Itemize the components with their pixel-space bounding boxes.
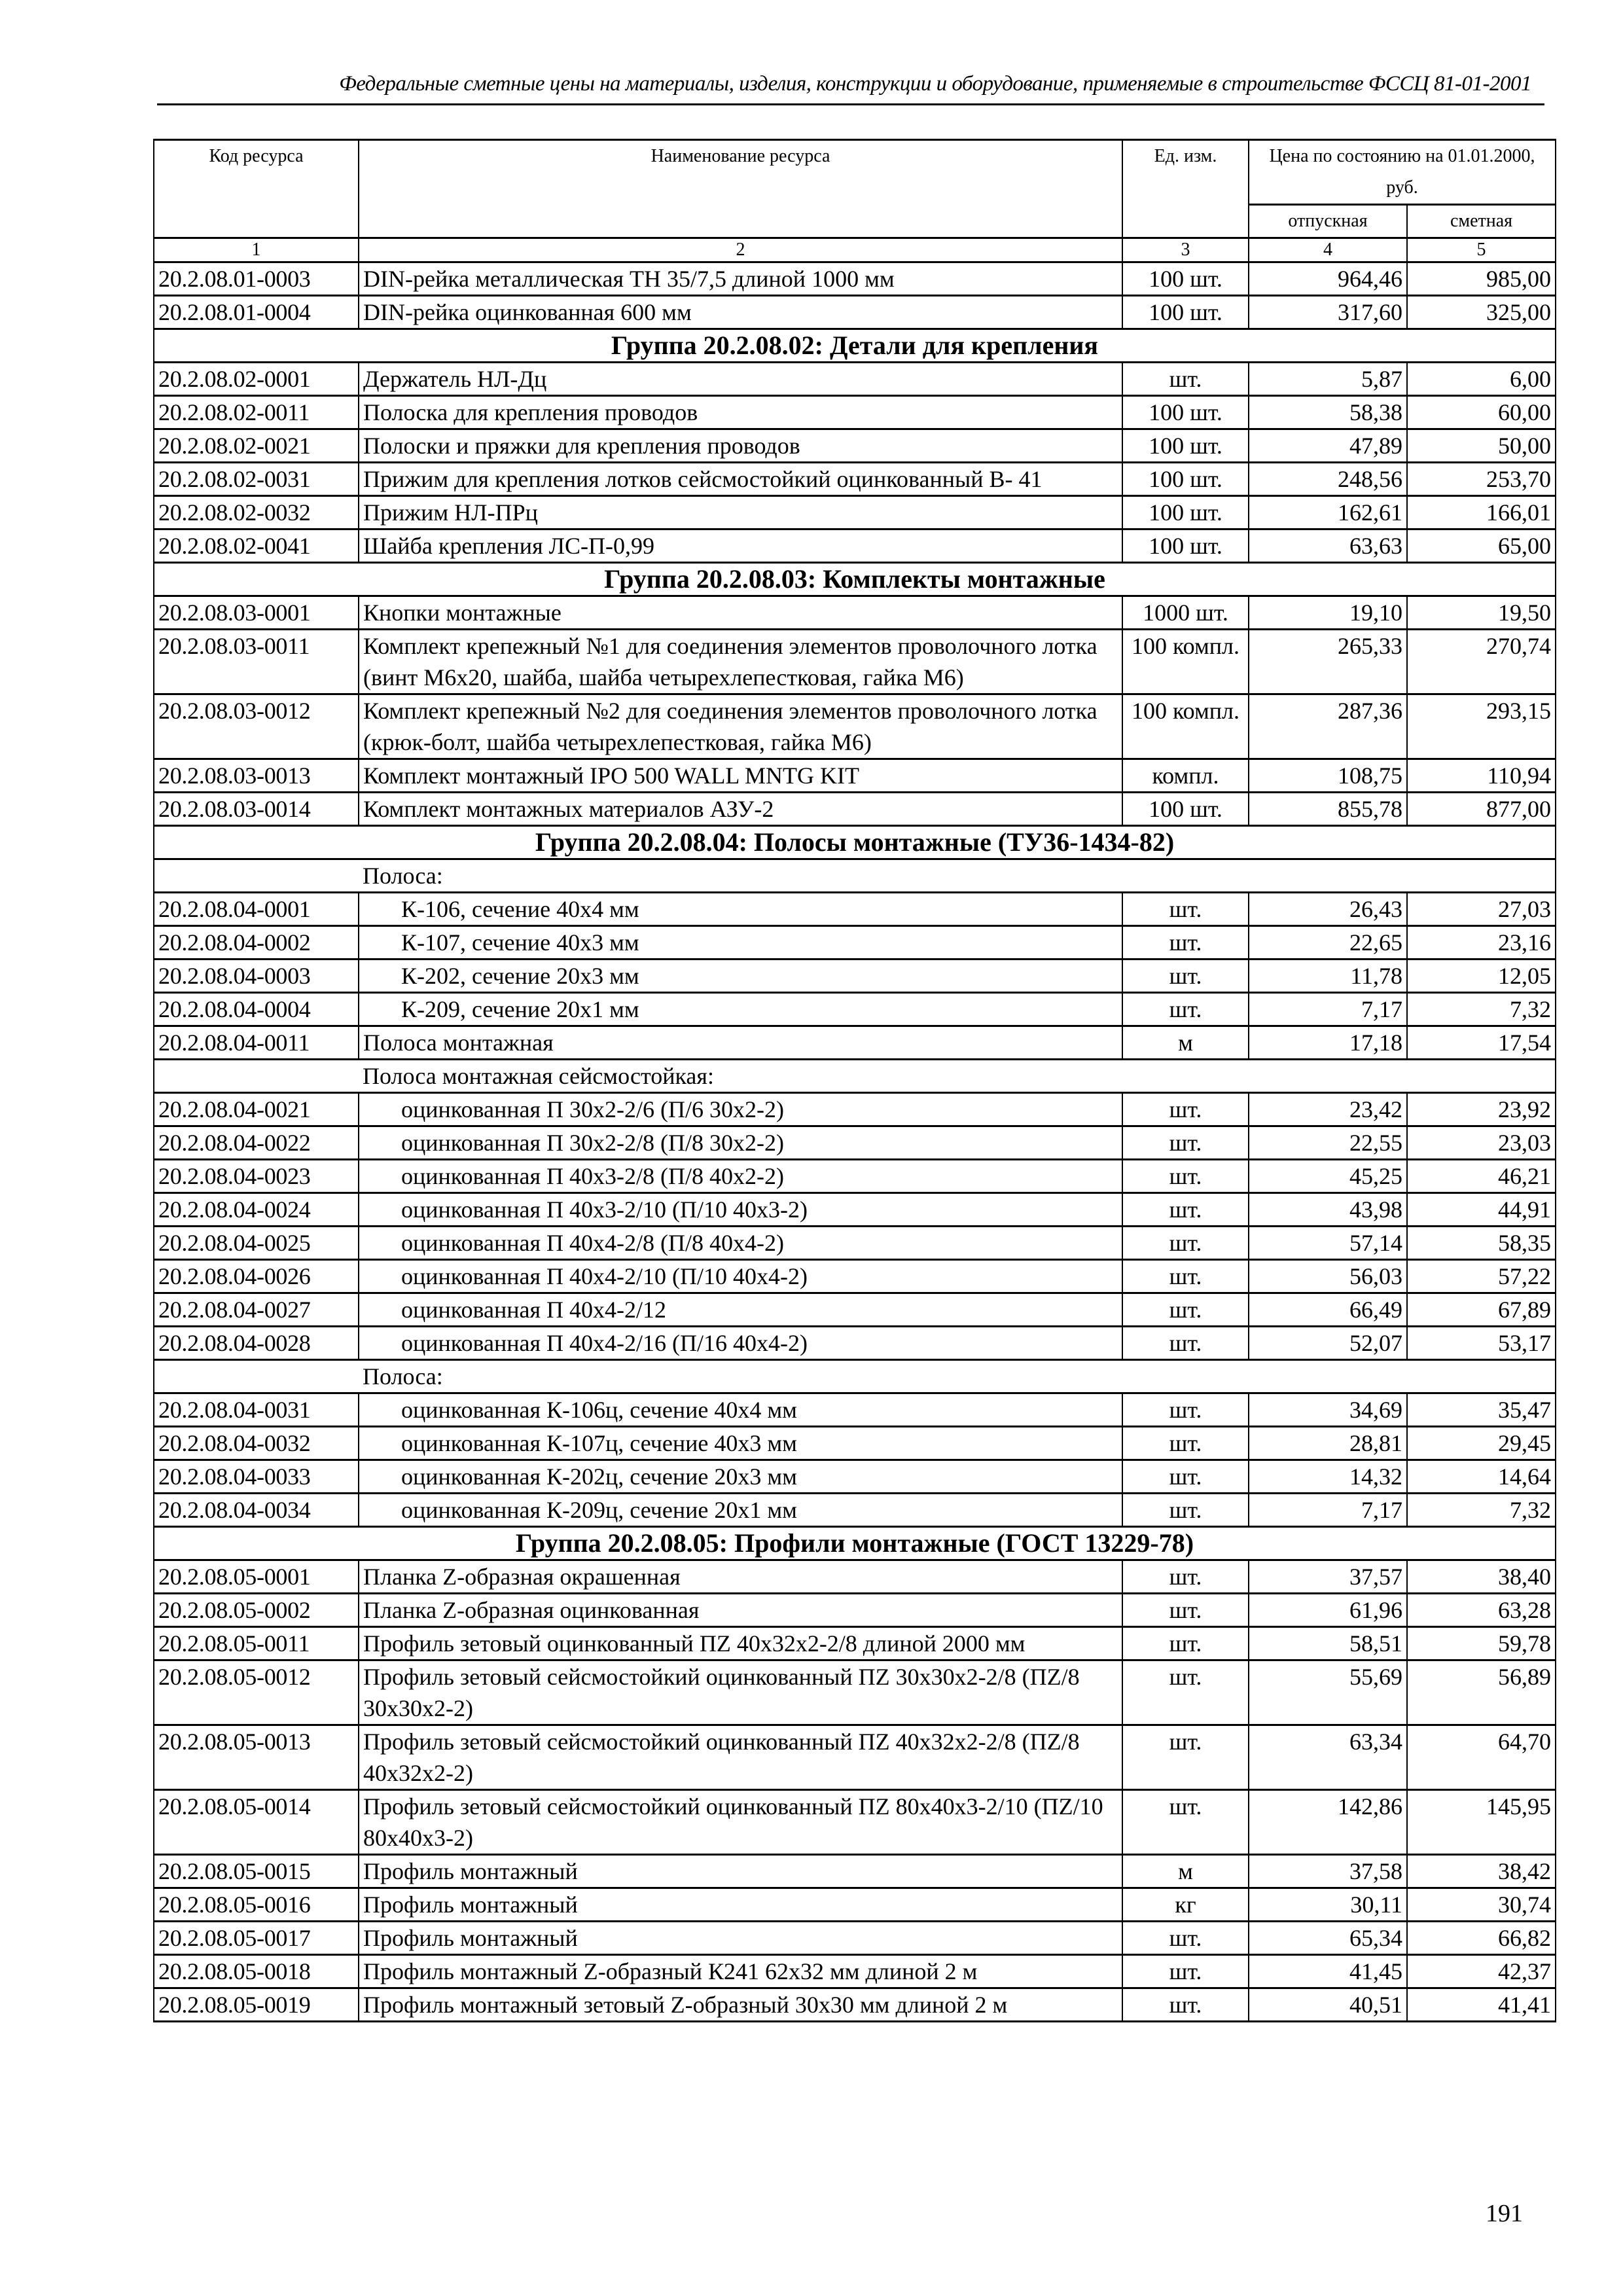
unit-of-measure: 100 шт. — [1122, 529, 1249, 563]
estimate-price: 63,28 — [1407, 1594, 1556, 1627]
release-price: 5,87 — [1249, 363, 1407, 396]
estimate-price: 29,45 — [1407, 1427, 1556, 1460]
unit-of-measure: 100 шт. — [1122, 262, 1249, 296]
estimate-price: 41,41 — [1407, 1988, 1556, 2022]
resource-code: 20.2.08.04-0032 — [154, 1427, 359, 1460]
release-price: 65,34 — [1249, 1922, 1407, 1955]
resource-name: оцинкованная П 40х3-2/8 (П/8 40х2-2) — [359, 1160, 1122, 1193]
release-price: 56,03 — [1249, 1260, 1407, 1293]
estimate-price: 65,00 — [1407, 529, 1556, 563]
resource-code: 20.2.08.04-0002 — [154, 926, 359, 960]
table-row — [154, 1888, 1556, 1922]
resource-name: Комплект монтажный IPO 500 WALL MNTG KIT — [359, 759, 1122, 793]
release-price: 142,86 — [1249, 1790, 1407, 1855]
resource-name: оцинкованная К-107ц, сечение 40х3 мм — [359, 1427, 1122, 1460]
estimate-price: 30,74 — [1407, 1888, 1556, 1922]
unit-of-measure: шт. — [1122, 1627, 1249, 1660]
table-row — [154, 893, 1556, 926]
release-price: 58,51 — [1249, 1627, 1407, 1660]
unit-of-measure: 1000 шт. — [1122, 596, 1249, 630]
release-price: 41,45 — [1249, 1955, 1407, 1988]
resource-name: Профиль монтажный — [359, 1855, 1122, 1888]
resource-code: 20.2.08.04-0024 — [154, 1193, 359, 1227]
release-price: 14,32 — [1249, 1460, 1407, 1494]
estimate-price: 64,70 — [1407, 1725, 1556, 1790]
table-row — [154, 1193, 1556, 1227]
header-price-release: отпускная — [1249, 205, 1407, 238]
resource-code: 20.2.08.03-0014 — [154, 793, 359, 826]
table-row — [154, 496, 1556, 529]
release-price: 22,55 — [1249, 1126, 1407, 1160]
table-row — [154, 463, 1556, 496]
unit-of-measure: шт. — [1122, 1193, 1249, 1227]
group-title: Группа 20.2.08.05: Профили монтажные (ГОСТ 13229-78) — [154, 1527, 1556, 1560]
resource-name: Профиль зетовый оцинкованный ПZ 40х32х2-2/8 длиной 2000 мм — [359, 1627, 1122, 1660]
resource-code: 20.2.08.04-0025 — [154, 1227, 359, 1260]
release-price: 47,89 — [1249, 429, 1407, 463]
subheading-row — [154, 1060, 1556, 1093]
page-number: 191 — [1486, 2200, 1523, 2227]
estimate-price: 27,03 — [1407, 893, 1556, 926]
resource-name: Планка Z-образная оцинкованная — [359, 1594, 1122, 1627]
resource-code: 20.2.08.01-0004 — [154, 296, 359, 329]
resource-name: оцинкованная К-106ц, сечение 40х4 мм — [359, 1393, 1122, 1427]
estimate-price: 44,91 — [1407, 1193, 1556, 1227]
resource-code: 20.2.08.03-0011 — [154, 630, 359, 694]
estimate-price: 58,35 — [1407, 1227, 1556, 1260]
resource-code: 20.2.08.04-0021 — [154, 1093, 359, 1126]
table-row — [154, 1160, 1556, 1193]
resource-name: оцинкованная П 30х2-2/6 (П/6 30х2-2) — [359, 1093, 1122, 1126]
release-price: 19,10 — [1249, 596, 1407, 630]
resource-code: 20.2.08.02-0011 — [154, 396, 359, 429]
unit-of-measure: 100 компл. — [1122, 630, 1249, 694]
estimate-price: 38,42 — [1407, 1855, 1556, 1888]
resource-code: 20.2.08.02-0021 — [154, 429, 359, 463]
unit-of-measure: шт. — [1122, 993, 1249, 1026]
release-price: 17,18 — [1249, 1026, 1407, 1060]
table-row — [154, 793, 1556, 826]
resource-code: 20.2.08.05-0017 — [154, 1922, 359, 1955]
resource-code: 20.2.08.04-0034 — [154, 1494, 359, 1527]
header-code: Код ресурса — [154, 140, 359, 238]
resource-name: оцинкованная П 40х4-2/8 (П/8 40х4-2) — [359, 1227, 1122, 1260]
table-row — [154, 630, 1556, 694]
resource-code: 20.2.08.05-0015 — [154, 1855, 359, 1888]
unit-of-measure: шт. — [1122, 363, 1249, 396]
release-price: 34,69 — [1249, 1393, 1407, 1427]
estimate-price: 57,22 — [1407, 1260, 1556, 1293]
table-row — [154, 926, 1556, 960]
subheading-title: Полоса монтажная сейсмостойкая: — [359, 1060, 1556, 1093]
resource-name: К-202, сечение 20х3 мм — [359, 960, 1122, 993]
unit-of-measure: шт. — [1122, 1293, 1249, 1327]
header-name: Наименование ресурса — [359, 140, 1122, 238]
resource-name: оцинкованная П 40х4-2/10 (П/10 40х4-2) — [359, 1260, 1122, 1293]
estimate-price: 253,70 — [1407, 463, 1556, 496]
release-price: 7,17 — [1249, 993, 1407, 1026]
estimate-price: 17,54 — [1407, 1026, 1556, 1060]
unit-of-measure: 100 шт. — [1122, 296, 1249, 329]
resource-name: оцинкованная П 40х4-2/16 (П/16 40х4-2) — [359, 1327, 1122, 1360]
unit-of-measure: шт. — [1122, 893, 1249, 926]
unit-of-measure: шт. — [1122, 1227, 1249, 1260]
unit-of-measure: 100 шт. — [1122, 793, 1249, 826]
unit-of-measure: кг — [1122, 1888, 1249, 1922]
unit-of-measure: шт. — [1122, 1327, 1249, 1360]
release-price: 23,42 — [1249, 1093, 1407, 1126]
resource-name: Профиль зетовый сейсмостойкий оцинкованный ПZ 40х32х2-2/8 (ПZ/8 40х32х2-2) — [359, 1725, 1122, 1790]
table-row — [154, 1293, 1556, 1327]
table-row — [154, 1327, 1556, 1360]
table-row — [154, 363, 1556, 396]
column-number: 1 — [154, 238, 359, 262]
resource-name: Комплект монтажных материалов АЗУ-2 — [359, 793, 1122, 826]
resource-name: Полоска для крепления проводов — [359, 396, 1122, 429]
release-price: 30,11 — [1249, 1888, 1407, 1922]
release-price: 265,33 — [1249, 630, 1407, 694]
unit-of-measure: шт. — [1122, 1460, 1249, 1494]
release-price: 66,49 — [1249, 1293, 1407, 1327]
column-number: 2 — [359, 238, 1122, 262]
release-price: 37,58 — [1249, 1855, 1407, 1888]
release-price: 964,46 — [1249, 262, 1407, 296]
unit-of-measure: 100 шт. — [1122, 396, 1249, 429]
unit-of-measure: шт. — [1122, 926, 1249, 960]
resource-code: 20.2.08.04-0023 — [154, 1160, 359, 1193]
unit-of-measure: м — [1122, 1855, 1249, 1888]
resource-code: 20.2.08.05-0016 — [154, 1888, 359, 1922]
resource-name: Профиль зетовый сейсмостойкий оцинкованный ПZ 30х30х2-2/8 (ПZ/8 30х30х2-2) — [359, 1660, 1122, 1725]
table-row — [154, 1393, 1556, 1427]
resource-code: 20.2.08.05-0002 — [154, 1594, 359, 1627]
release-price: 37,57 — [1249, 1560, 1407, 1594]
release-price: 162,61 — [1249, 496, 1407, 529]
unit-of-measure: шт. — [1122, 1725, 1249, 1790]
resource-code: 20.2.08.04-0001 — [154, 893, 359, 926]
table-row — [154, 960, 1556, 993]
column-number: 3 — [1122, 238, 1249, 262]
estimate-price: 46,21 — [1407, 1160, 1556, 1193]
running-header: Федеральные сметные цены на материалы, изделия, конструкции и оборудование, применяемые в строительстве ФССЦ 81-01-2001 — [339, 72, 1531, 96]
subheading-title: Полоса: — [359, 1360, 1556, 1393]
resource-code: 20.2.08.04-0004 — [154, 993, 359, 1026]
estimate-price: 145,95 — [1407, 1790, 1556, 1855]
estimate-price: 12,05 — [1407, 960, 1556, 993]
resource-code: 20.2.08.04-0011 — [154, 1026, 359, 1060]
resource-name: оцинкованная П 40х4-2/12 — [359, 1293, 1122, 1327]
resource-code: 20.2.08.05-0001 — [154, 1560, 359, 1594]
table-row — [154, 1725, 1556, 1790]
release-price: 317,60 — [1249, 296, 1407, 329]
release-price: 57,14 — [1249, 1227, 1407, 1260]
unit-of-measure: 100 шт. — [1122, 429, 1249, 463]
column-number: 4 — [1249, 238, 1407, 262]
estimate-price: 42,37 — [1407, 1955, 1556, 1988]
release-price: 45,25 — [1249, 1160, 1407, 1193]
resource-name: Комплект крепежный №2 для соединения элементов проволочного лотка (крюк-болт, шайба четырехлепестковая, гайка М6) — [359, 694, 1122, 759]
release-price: 40,51 — [1249, 1988, 1407, 2022]
table-row — [154, 759, 1556, 793]
release-price: 28,81 — [1249, 1427, 1407, 1460]
release-price: 855,78 — [1249, 793, 1407, 826]
release-price: 22,65 — [1249, 926, 1407, 960]
unit-of-measure: 100 компл. — [1122, 694, 1249, 759]
resource-name: DIN-рейка оцинкованная 600 мм — [359, 296, 1122, 329]
unit-of-measure: компл. — [1122, 759, 1249, 793]
estimate-price: 325,00 — [1407, 296, 1556, 329]
resource-code: 20.2.08.05-0018 — [154, 1955, 359, 1988]
group-header-row — [154, 329, 1556, 363]
release-price: 248,56 — [1249, 463, 1407, 496]
subheading-title: Полоса: — [359, 859, 1556, 893]
resource-code: 20.2.08.03-0013 — [154, 759, 359, 793]
estimate-price: 270,74 — [1407, 630, 1556, 694]
resource-name: Кнопки монтажные — [359, 596, 1122, 630]
table-row — [154, 1260, 1556, 1293]
release-price: 61,96 — [1249, 1594, 1407, 1627]
resource-code: 20.2.08.02-0031 — [154, 463, 359, 496]
table-row — [154, 694, 1556, 759]
table-row — [154, 1227, 1556, 1260]
table-row — [154, 529, 1556, 563]
release-price: 63,63 — [1249, 529, 1407, 563]
table-row — [154, 1955, 1556, 1988]
resource-name: К-106, сечение 40х4 мм — [359, 893, 1122, 926]
unit-of-measure: шт. — [1122, 1427, 1249, 1460]
table-row — [154, 1594, 1556, 1627]
release-price: 287,36 — [1249, 694, 1407, 759]
header-rule — [157, 103, 1544, 105]
resource-code: 20.2.08.04-0026 — [154, 1260, 359, 1293]
empty-cell — [154, 1360, 359, 1393]
release-price: 63,34 — [1249, 1725, 1407, 1790]
resource-code: 20.2.08.05-0019 — [154, 1988, 359, 2022]
table-row — [154, 1922, 1556, 1955]
table-row — [154, 1494, 1556, 1527]
estimate-price: 66,82 — [1407, 1922, 1556, 1955]
resource-name: Шайба крепления ЛС-П-0,99 — [359, 529, 1122, 563]
unit-of-measure: м — [1122, 1026, 1249, 1060]
resource-code: 20.2.08.04-0033 — [154, 1460, 359, 1494]
unit-of-measure: шт. — [1122, 1660, 1249, 1725]
estimate-price: 7,32 — [1407, 993, 1556, 1026]
release-price: 108,75 — [1249, 759, 1407, 793]
unit-of-measure: 100 шт. — [1122, 496, 1249, 529]
resource-code: 20.2.08.02-0032 — [154, 496, 359, 529]
empty-cell — [154, 1060, 359, 1093]
estimate-price: 38,40 — [1407, 1560, 1556, 1594]
resource-name: оцинкованная П 40х3-2/10 (П/10 40х3-2) — [359, 1193, 1122, 1227]
estimate-price: 50,00 — [1407, 429, 1556, 463]
estimate-price: 35,47 — [1407, 1393, 1556, 1427]
estimate-price: 166,01 — [1407, 496, 1556, 529]
group-title: Группа 20.2.08.02: Детали для крепления — [154, 329, 1556, 363]
group-header-row — [154, 1527, 1556, 1560]
table-row — [154, 1427, 1556, 1460]
release-price: 11,78 — [1249, 960, 1407, 993]
resource-code: 20.2.08.05-0014 — [154, 1790, 359, 1855]
unit-of-measure: шт. — [1122, 1922, 1249, 1955]
table-row — [154, 262, 1556, 296]
resource-code: 20.2.08.02-0041 — [154, 529, 359, 563]
table-body — [154, 262, 1556, 2022]
table-row — [154, 1126, 1556, 1160]
estimate-price: 985,00 — [1407, 262, 1556, 296]
estimate-price: 6,00 — [1407, 363, 1556, 396]
table-row — [154, 1560, 1556, 1594]
group-header-row — [154, 563, 1556, 596]
resource-name: Прижим НЛ-ПРц — [359, 496, 1122, 529]
table-row — [154, 396, 1556, 429]
subheading-row — [154, 1360, 1556, 1393]
resource-code: 20.2.08.05-0012 — [154, 1660, 359, 1725]
unit-of-measure: 100 шт. — [1122, 463, 1249, 496]
resource-code: 20.2.08.04-0003 — [154, 960, 359, 993]
table-row — [154, 1660, 1556, 1725]
group-title: Группа 20.2.08.04: Полосы монтажные (ТУ36-1434-82) — [154, 826, 1556, 859]
table-row — [154, 993, 1556, 1026]
resource-name: Профиль зетовый сейсмостойкий оцинкованный ПZ 80х40х3-2/10 (ПZ/10 80х40х3-2) — [359, 1790, 1122, 1855]
resource-name: оцинкованная П 30х2-2/8 (П/8 30х2-2) — [359, 1126, 1122, 1160]
estimate-price: 877,00 — [1407, 793, 1556, 826]
unit-of-measure: шт. — [1122, 1093, 1249, 1126]
resource-name: К-107, сечение 40х3 мм — [359, 926, 1122, 960]
release-price: 58,38 — [1249, 396, 1407, 429]
unit-of-measure: шт. — [1122, 1494, 1249, 1527]
estimate-price: 59,78 — [1407, 1627, 1556, 1660]
table-row — [154, 1093, 1556, 1126]
resource-name: Профиль монтажный — [359, 1922, 1122, 1955]
resource-code: 20.2.08.04-0028 — [154, 1327, 359, 1360]
estimate-price: 23,16 — [1407, 926, 1556, 960]
price-table — [153, 139, 1556, 2022]
release-price: 52,07 — [1249, 1327, 1407, 1360]
resource-code: 20.2.08.01-0003 — [154, 262, 359, 296]
table-row — [154, 1988, 1556, 2022]
release-price: 7,17 — [1249, 1494, 1407, 1527]
resource-code: 20.2.08.05-0011 — [154, 1627, 359, 1660]
resource-name: К-209, сечение 20х1 мм — [359, 993, 1122, 1026]
resource-name: Профиль монтажный зетовый Z-образный 30х30 мм длиной 2 м — [359, 1988, 1122, 2022]
table-row — [154, 1855, 1556, 1888]
estimate-price: 7,32 — [1407, 1494, 1556, 1527]
empty-cell — [154, 859, 359, 893]
resource-name: Полоса монтажная — [359, 1026, 1122, 1060]
resource-code: 20.2.08.03-0001 — [154, 596, 359, 630]
group-header-row — [154, 826, 1556, 859]
resource-name: оцинкованная К-202ц, сечение 20х3 мм — [359, 1460, 1122, 1494]
resource-code: 20.2.08.04-0022 — [154, 1126, 359, 1160]
header-price-group: Цена по состоянию на 01.01.2000, руб. — [1249, 140, 1556, 205]
table-row — [154, 1026, 1556, 1060]
resource-name: Полоски и пряжки для крепления проводов — [359, 429, 1122, 463]
resource-code: 20.2.08.04-0027 — [154, 1293, 359, 1327]
estimate-price: 23,03 — [1407, 1126, 1556, 1160]
resource-code: 20.2.08.04-0031 — [154, 1393, 359, 1427]
unit-of-measure: шт. — [1122, 1260, 1249, 1293]
resource-name: Держатель НЛ-Дц — [359, 363, 1122, 396]
resource-code: 20.2.08.03-0012 — [154, 694, 359, 759]
estimate-price: 23,92 — [1407, 1093, 1556, 1126]
estimate-price: 56,89 — [1407, 1660, 1556, 1725]
estimate-price: 19,50 — [1407, 596, 1556, 630]
resource-name: Профиль монтажный — [359, 1888, 1122, 1922]
unit-of-measure: шт. — [1122, 1160, 1249, 1193]
unit-of-measure: шт. — [1122, 1955, 1249, 1988]
resource-code: 20.2.08.02-0001 — [154, 363, 359, 396]
resource-code: 20.2.08.05-0013 — [154, 1725, 359, 1790]
header-price-estimate: сметная — [1407, 205, 1556, 238]
resource-name: Прижим для крепления лотков сейсмостойкий оцинкованный В- 41 — [359, 463, 1122, 496]
resource-name: DIN-рейка металлическая ТН 35/7,5 длиной 1000 мм — [359, 262, 1122, 296]
unit-of-measure: шт. — [1122, 1393, 1249, 1427]
unit-of-measure: шт. — [1122, 1560, 1249, 1594]
table-row — [154, 1790, 1556, 1855]
estimate-price: 14,64 — [1407, 1460, 1556, 1494]
resource-name: оцинкованная К-209ц, сечение 20х1 мм — [359, 1494, 1122, 1527]
release-price: 43,98 — [1249, 1193, 1407, 1227]
unit-of-measure: шт. — [1122, 1988, 1249, 2022]
resource-name: Комплект крепежный №1 для соединения элементов проволочного лотка (винт М6х20, шайба, шайба четырехлепестковая, гайка М6) — [359, 630, 1122, 694]
table-row — [154, 296, 1556, 329]
unit-of-measure: шт. — [1122, 1594, 1249, 1627]
table-row — [154, 1460, 1556, 1494]
estimate-price: 53,17 — [1407, 1327, 1556, 1360]
unit-of-measure: шт. — [1122, 1126, 1249, 1160]
estimate-price: 293,15 — [1407, 694, 1556, 759]
resource-name: Планка Z-образная окрашенная — [359, 1560, 1122, 1594]
release-price: 26,43 — [1249, 893, 1407, 926]
group-title: Группа 20.2.08.03: Комплекты монтажные — [154, 563, 1556, 596]
unit-of-measure: шт. — [1122, 960, 1249, 993]
subheading-row — [154, 859, 1556, 893]
header-unit: Ед. изм. — [1122, 140, 1249, 238]
unit-of-measure: шт. — [1122, 1790, 1249, 1855]
table-row — [154, 596, 1556, 630]
release-price: 55,69 — [1249, 1660, 1407, 1725]
estimate-price: 67,89 — [1407, 1293, 1556, 1327]
table-row — [154, 429, 1556, 463]
table-row — [154, 1627, 1556, 1660]
resource-name: Профиль монтажный Z-образный К241 62х32 мм длиной 2 м — [359, 1955, 1122, 1988]
estimate-price: 110,94 — [1407, 759, 1556, 793]
estimate-price: 60,00 — [1407, 396, 1556, 429]
column-number: 5 — [1407, 238, 1556, 262]
